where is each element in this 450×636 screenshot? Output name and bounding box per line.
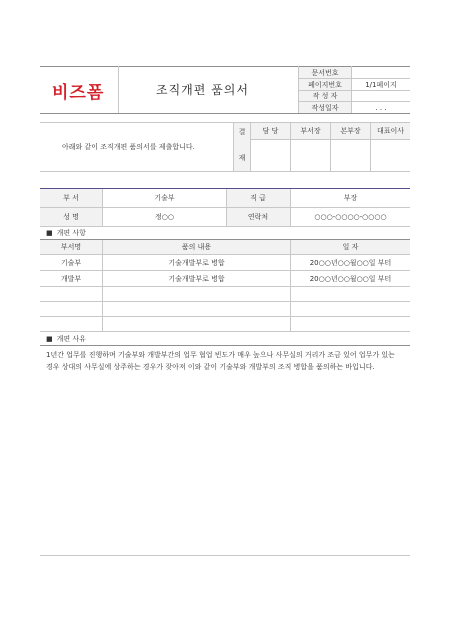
date-label: 작성일자	[311, 103, 339, 112]
dept-label: 부 서	[63, 194, 79, 202]
author-label: 작 성 자	[312, 92, 338, 100]
square-bullet-icon: ■	[46, 335, 53, 343]
approval-header-division-head: 본부장	[340, 127, 361, 135]
reason-body-text[interactable]: 1년간 업무를 진행하며 기술부와 개발부간의 업무 협업 빈도가 매우 높으나 사무실의 거리가 조금 있어 업무가 있는 경우 상대의 사무실에 상주하는 경우가 잦아져 이와 같이 기술부와 개발부의 조직 병합을 품의하는 바입니다.	[46, 351, 395, 371]
approval-label-top: 결	[238, 128, 246, 136]
table-cell[interactable]	[40, 287, 102, 301]
header-bottom-rule	[40, 113, 410, 114]
section-title: 개편 사유	[56, 335, 86, 343]
approval-sign-dept-head[interactable]	[291, 140, 330, 171]
rank-value[interactable]: 부장	[343, 194, 358, 202]
approval-sign-ceo[interactable]	[371, 140, 410, 171]
table-cell[interactable]: 기술개발부로 병합	[168, 274, 225, 283]
table-cell[interactable]	[40, 317, 102, 331]
square-bullet-icon: ■	[46, 228, 53, 237]
section-title: 개편 사항	[56, 228, 86, 237]
approval-header-manager: 담 당	[262, 127, 279, 135]
approval-header-ceo: 대표이사	[376, 127, 405, 135]
contact-value[interactable]: ○○○-○○○○-○○○○	[314, 213, 387, 221]
table-cell[interactable]: 기술개발부로 병합	[168, 258, 225, 267]
page-number-value: 1/1페이지	[365, 80, 397, 89]
table-cell[interactable]	[103, 302, 290, 316]
contact-label: 연락처	[247, 213, 269, 221]
name-label: 성 명	[63, 213, 79, 221]
section-reorg-reason-heading	[46, 333, 86, 345]
table-cell[interactable]	[40, 302, 102, 316]
table-cell[interactable]	[291, 302, 410, 316]
table-cell[interactable]	[291, 287, 410, 301]
page-title: 조직개편 품의서	[156, 83, 249, 97]
dept-value[interactable]: 기술부	[154, 194, 175, 202]
footer-rule	[40, 555, 410, 556]
approval-sign-division-head[interactable]	[331, 140, 370, 171]
bizform-logo: 비즈폼	[52, 83, 105, 103]
col-header-dept: 부서명	[60, 243, 82, 251]
col-header-date: 일 자	[342, 243, 359, 251]
doc-number-value	[352, 67, 410, 78]
page-number-label: 페이지번호	[308, 80, 342, 89]
col-header-content: 품의 내용	[181, 243, 212, 251]
name-value[interactable]: 정○○	[155, 213, 174, 221]
table-cell[interactable]	[103, 317, 290, 331]
approval-header-dept-head: 부서장	[300, 127, 321, 135]
doc-number-label: 문서번호	[311, 68, 339, 77]
header-divider	[118, 66, 119, 113]
date-value: . . .	[375, 103, 387, 112]
table-cell[interactable]	[291, 317, 410, 331]
rank-label: 직 급	[250, 194, 266, 202]
section-reorg-items-heading	[46, 227, 86, 238]
table-cell[interactable]	[103, 287, 290, 301]
table-cell[interactable]: 20○○년○○월○○일 부터	[309, 258, 392, 267]
table-cell[interactable]: 20○○년○○월○○일 부터	[309, 274, 392, 283]
intro-text: 아래와 같이 조직개편 품의서를 제출합니다.	[62, 143, 195, 151]
author-value	[352, 91, 410, 101]
approval-sign-manager[interactable]	[251, 140, 290, 171]
table-cell[interactable]: 개발부	[60, 274, 82, 283]
approval-label-bottom: 재	[238, 154, 246, 162]
table-cell[interactable]: 기술부	[60, 258, 82, 267]
